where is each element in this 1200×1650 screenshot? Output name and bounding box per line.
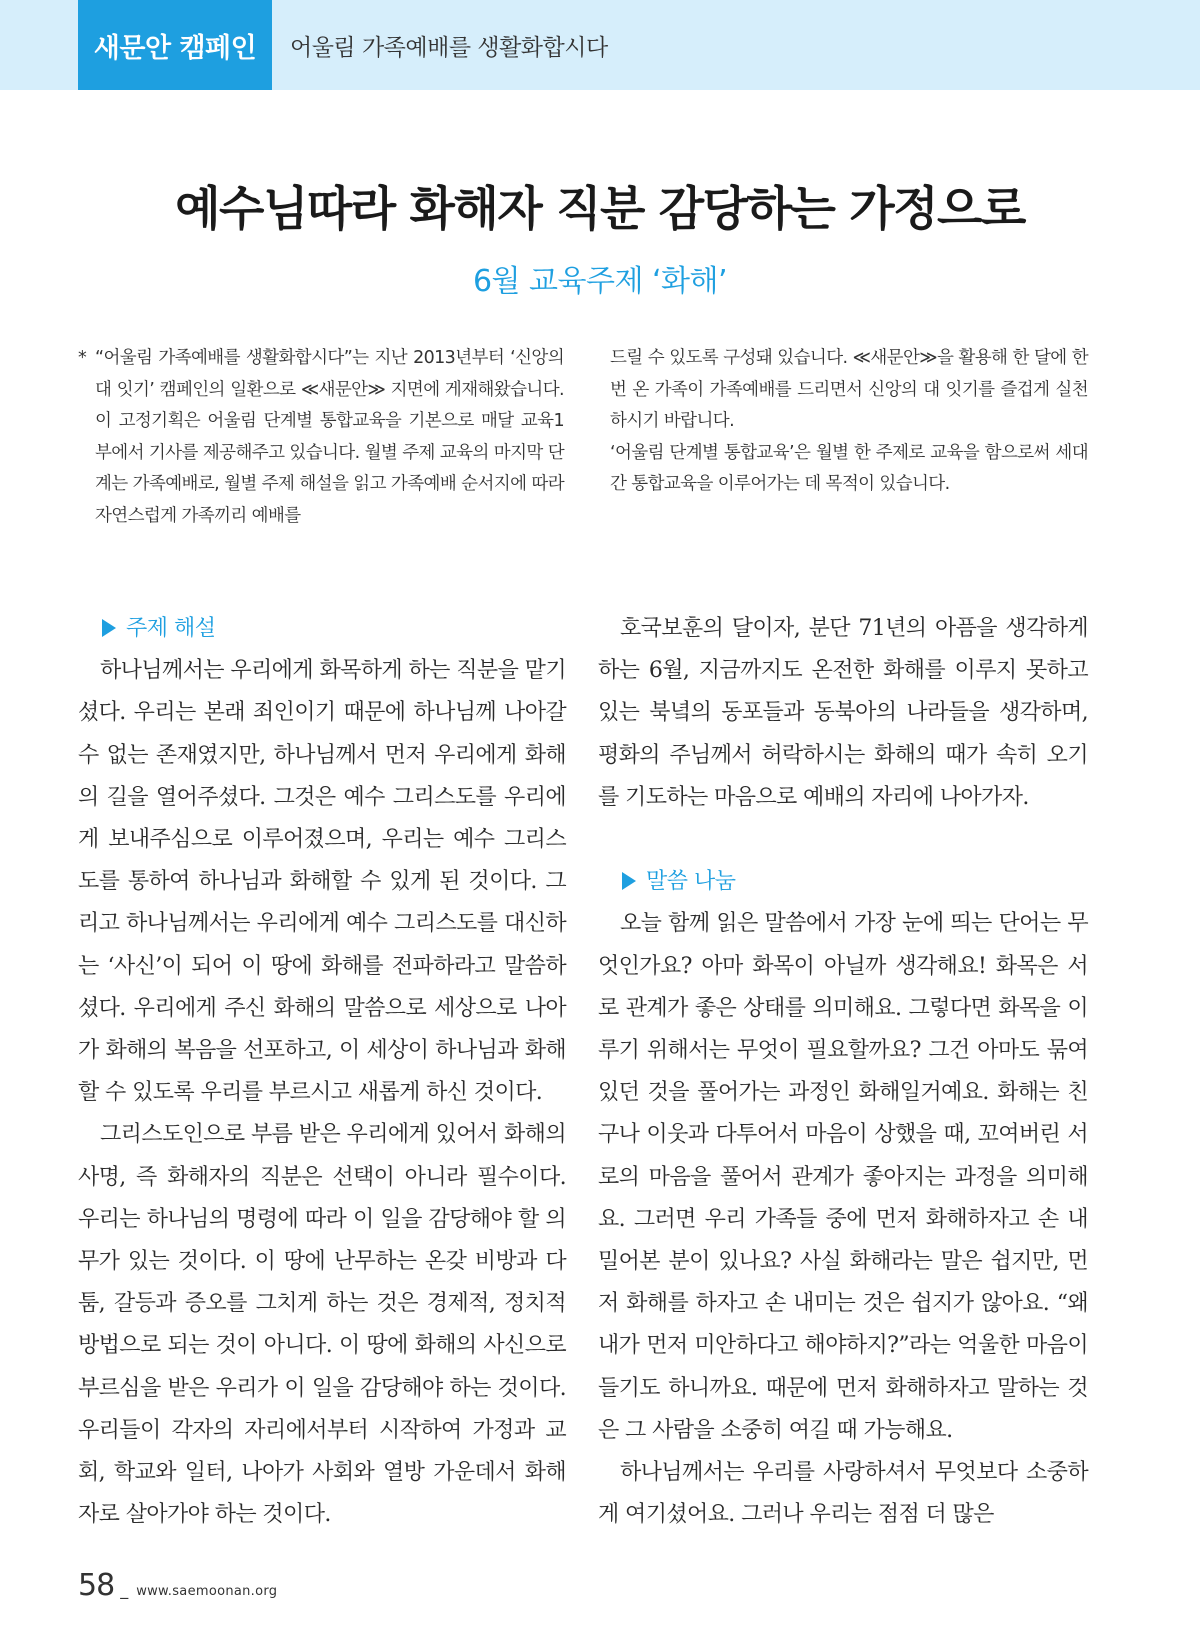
article-title: 예수님따라 화해자 직분 감당하는 가정으로 bbox=[175, 182, 1025, 237]
intro-text-right-1: 드릴 수 있도록 구성돼 있습니다. ≪새문안≫을 활용해 한 달에 한 번 온 가족이 가족예배를 드리면서 신앙의 대 잇기를 즐겁게 실천하시기 바랍니다. bbox=[610, 348, 1088, 432]
campaign-subtitle: 어울림 가족예배를 생활화합시다 bbox=[290, 34, 608, 61]
section-heading-word bbox=[598, 861, 1088, 903]
right-column bbox=[598, 608, 1088, 1536]
section-heading-theme bbox=[78, 608, 566, 650]
intro-text-left: “어울림 가족예배를 생활화합시다”는 지난 2013년부터 ‘신앙의 대 잇기’ 캠페인의 일환으로 ≪새문안≫ 지면에 게재해왔습니다. 이 고정기획은 어울림 단계별 통합교육을 기본으로 매달 교육1부에서 기사를 제공해주고 있습니다. 월별 주제 교육의 마지막 단계는 가족예배로, 월별 주제 해설을 읽고 가족예배 순서지에 따라 자연스럽게 가족끼리 예배를 bbox=[95, 348, 564, 526]
triangle-bullet-icon bbox=[102, 619, 116, 637]
footnote-star: * bbox=[78, 348, 87, 368]
intro-text-right-2: ‘어울림 단계별 통합교육’은 월별 한 주제로 교육을 함으로써 세대 간 통합교육을 이루어가는 데 목적이 있습니다. bbox=[610, 442, 1088, 495]
intro-right bbox=[610, 343, 1088, 501]
article-subtitle: 6월 교육주제 ‘화해’ bbox=[472, 264, 728, 299]
page-footer bbox=[78, 1568, 277, 1608]
section-heading-label: 주제 해설 bbox=[126, 616, 216, 641]
section-gap bbox=[598, 819, 1088, 861]
body-paragraph: 오늘 함께 읽은 말씀에서 가장 눈에 띄는 단어는 무엇인가요? 아마 화목이 아닐까 생각해요! 화목은 서로 관계가 좋은 상태를 의미해요. 그렇다면 화목을 이루기 위해서는 무엇이 필요할까요? 그건 아마도 묶여있던 것을 풀어가는 과정인 화해일거예요. 화해는 친구나 이웃과 다투어서 마음이 상했을 때, 꼬여버린 서로의 마음을 풀어서 관계가 좋아지는 과정을 의미해요. 그러면 우리 가족들 중에 먼저 화해하자고 손 내밀어본 분이 있나요? 사실 화해라는 말은 쉽지만, 먼저 화해를 하자고 손 내미는 것은 쉽지가 않아요. “왜 내가 먼저 미안하다고 해야하지?”라는 억울한 마음이 들기도 하니까요. 때문에 먼저 화해하자고 말하는 것은 그 사람을 소중히 여길 때 가능해요. bbox=[598, 911, 1088, 1443]
footer-url: www.saemoonan.org bbox=[136, 1584, 278, 1599]
campaign-label: 새문안 캠페인 bbox=[78, 0, 272, 90]
section-heading-label: 말씀 나눔 bbox=[646, 869, 736, 895]
body-paragraph: 호국보훈의 달이자, 분단 71년의 아픔을 생각하게 하는 6월, 지금까지도 온전한 화해를 이루지 못하고 있는 북녘의 동포들과 동북아의 나라들을 생각하며, 평화의 주님께서 허락하시는 화해의 때가 속히 오기를 기도하는 마음으로 예배의 자리에 나아가자. bbox=[598, 616, 1088, 810]
left-column bbox=[78, 608, 566, 1536]
body-paragraph: 하나님께서는 우리를 사랑하셔서 무엇보다 소중하게 여기셨어요. 그러나 우리는 점점 더 많은 bbox=[598, 1460, 1088, 1528]
page-number: 58 bbox=[78, 1568, 115, 1603]
intro-left bbox=[78, 343, 564, 533]
body-paragraph: 그리스도인으로 부름 받은 우리에게 있어서 화해의 사명, 즉 화해자의 직분은 선택이 아니라 필수이다. 우리는 하나님의 명령에 따라 이 일을 감당해야 할 의무가 있는 것이다. 이 땅에 난무하는 온갖 비방과 다툼, 갈등과 증오를 그치게 하는 것은 경제적, 정치적 방법으로 되는 것이 아니다. 이 땅에 화해의 사신으로 부르심을 받은 우리가 이 일을 감당해야 하는 것이다. 우리들이 각자의 자리에서부터 시작하여 가정과 교회, 학교와 일터, 나아가 사회와 열방 가운데서 화해자로 살아가야 하는 것이다. bbox=[78, 1122, 566, 1528]
body-paragraph: 하나님께서는 우리에게 화목하게 하는 직분을 맡기셨다. 우리는 본래 죄인이기 때문에 하나님께 나아갈 수 없는 존재였지만, 하나님께서 먼저 우리에게 화해의 길을 열어주셨다. 그것은 예수 그리스도를 우리에게 보내주심으로 이루어졌으며, 우리는 예수 그리스도를 통하여 하나님과 화해할 수 있게 된 것이다. 그리고 하나님께서는 우리에게 예수 그리스도를 대신하는 ‘사신’이 되어 이 땅에 화해를 전파하라고 말씀하셨다. 우리에게 주신 화해의 말씀으로 세상으로 나아가 화해의 복음을 선포하고, 이 세상이 하나님과 화해할 수 있도록 우리를 부르시고 새롭게 하신 것이다. bbox=[78, 658, 566, 1106]
footer-separator: _ bbox=[120, 1580, 129, 1599]
triangle-bullet-icon bbox=[622, 872, 636, 890]
